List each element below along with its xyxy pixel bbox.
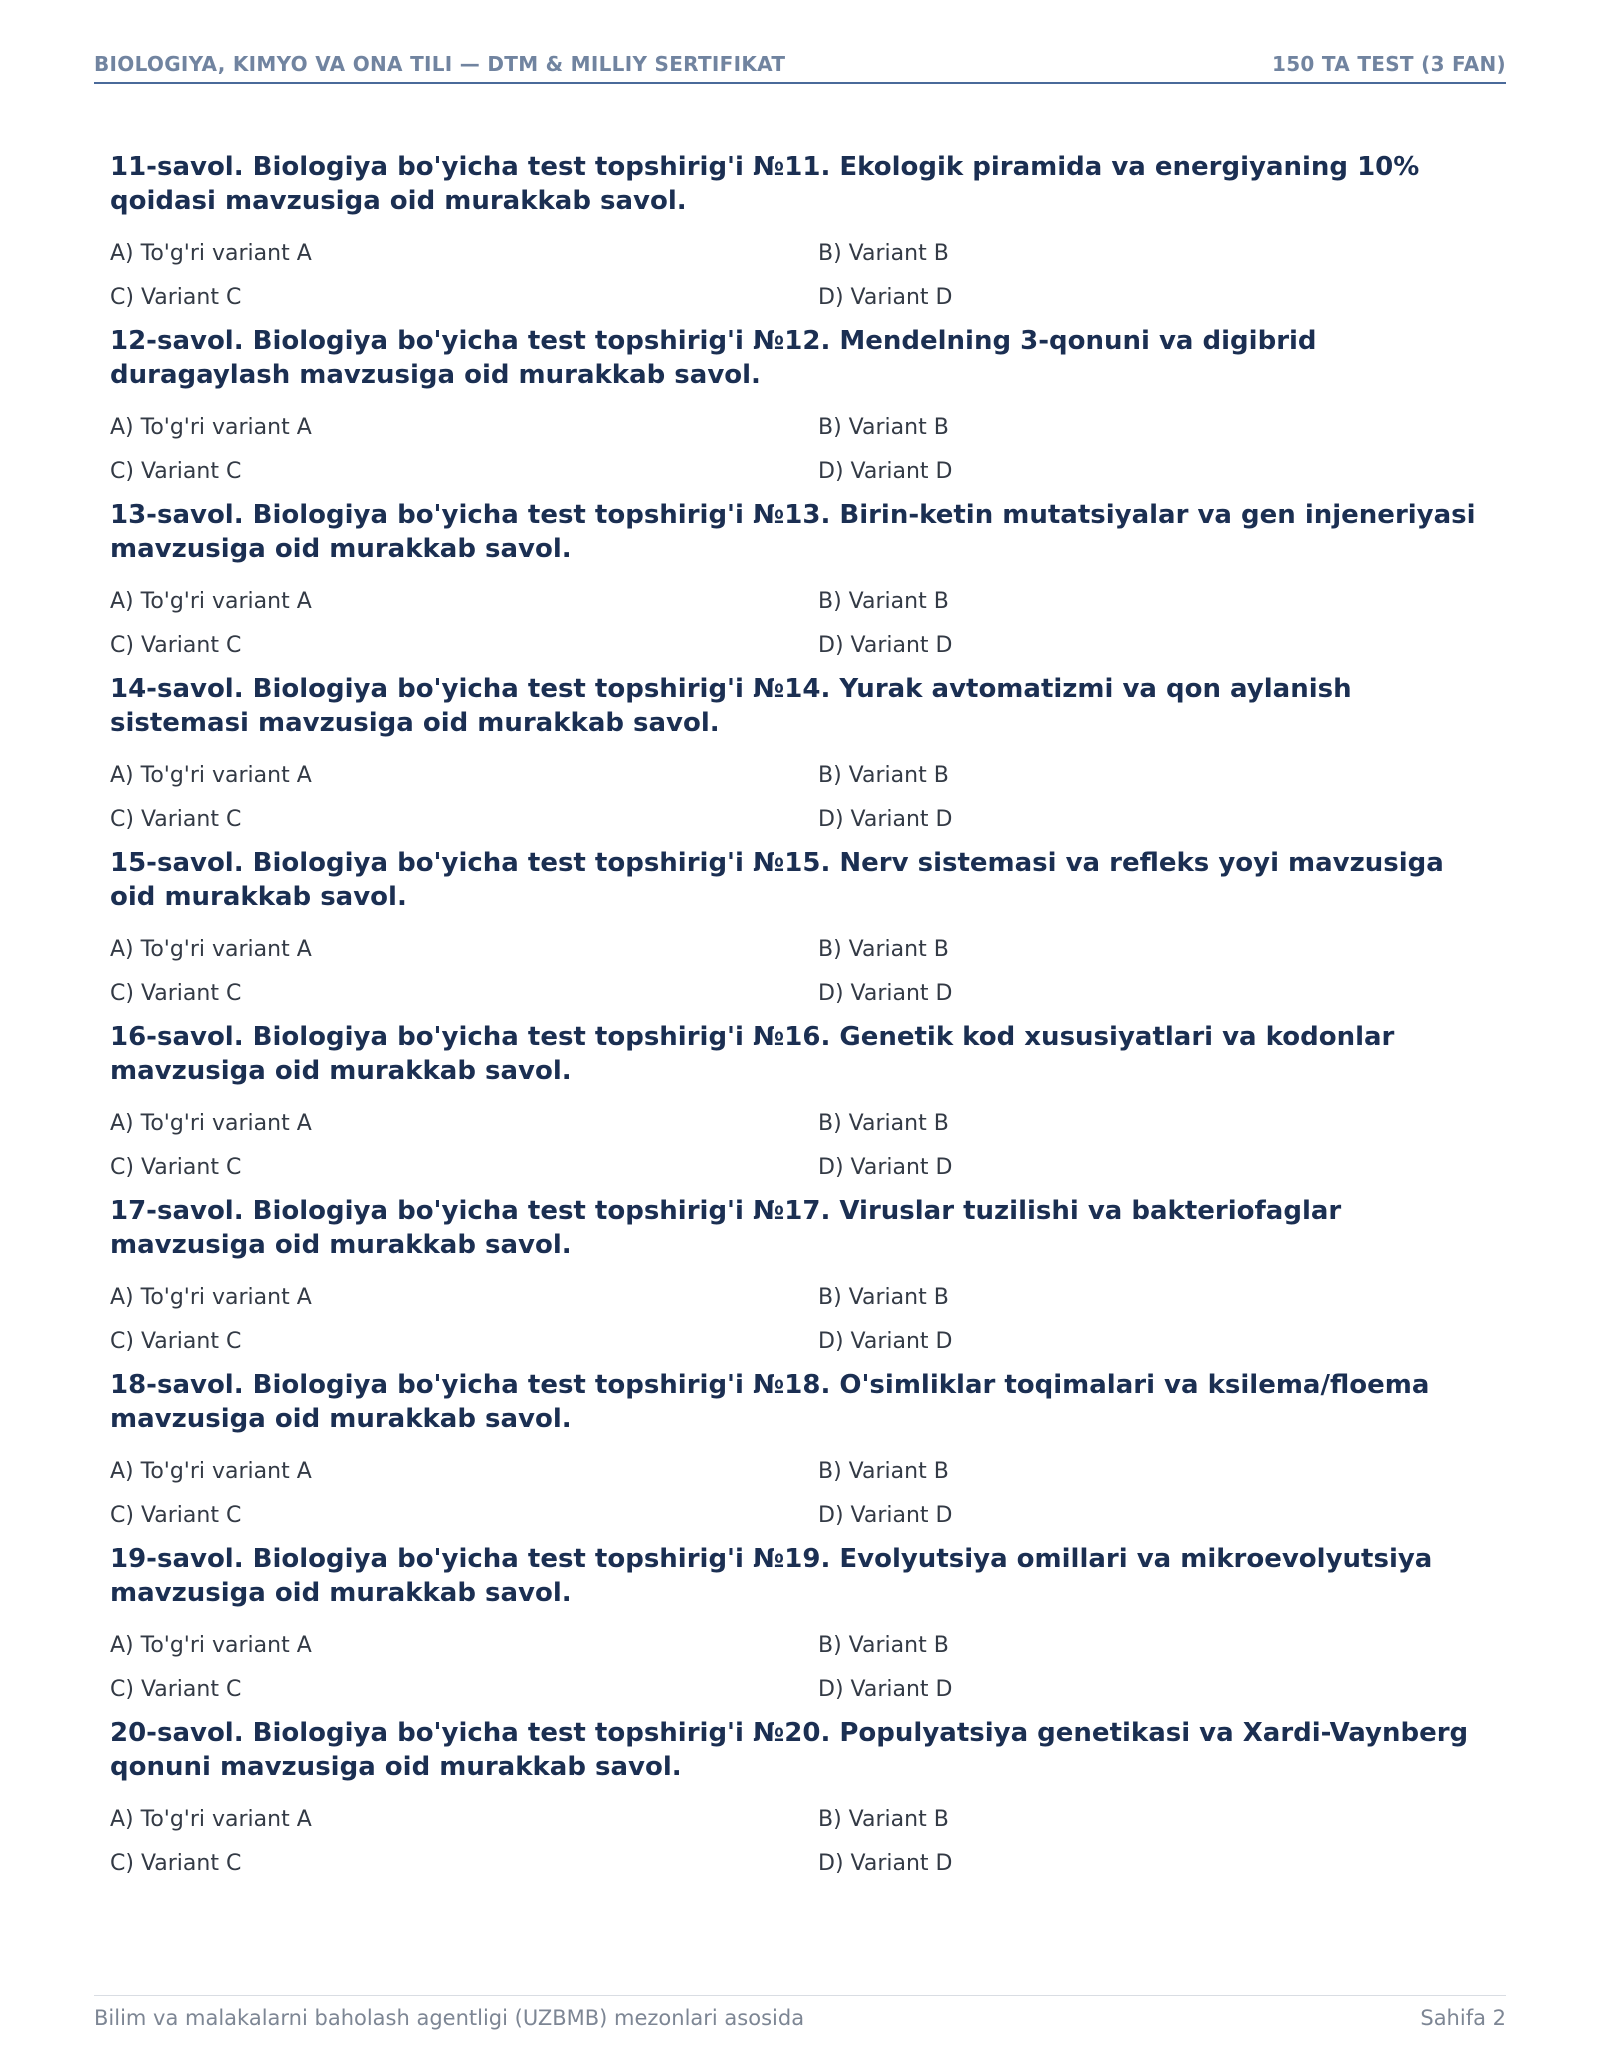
option-a: A) To'g'ri variant A (110, 1111, 312, 1136)
option-d: D) Variant D (818, 1503, 953, 1528)
answer-options (110, 406, 1490, 494)
question-list (110, 150, 1490, 1886)
option-a: A) To'g'ri variant A (110, 415, 312, 440)
option-b: B) Variant B (818, 763, 949, 788)
question-item (110, 1542, 1490, 1712)
question-text: 13-savol. Biologiya bo'yicha test topshirig'i №13. Birin-ketin mutatsiyalar va gen injeneriyasi mavzusiga oid murakkab savol. (110, 500, 1476, 564)
question-text: 19-savol. Biologiya bo'yicha test topshirig'i №19. Evolyutsiya omillari va mikroevolyutsiya mavzusiga oid murakkab savol. (110, 1544, 1433, 1608)
question-text: 20-savol. Biologiya bo'yicha test topshirig'i №20. Populyatsiya genetikasi va Xardi-Vaynberg qonuni mavzusiga oid murakkab savol. (110, 1718, 1469, 1782)
question-item (110, 150, 1490, 320)
header-title: BIOLOGIYA, KIMYO VA ONA TILI — DTM & MILLIY SERTIFIKAT (94, 52, 786, 76)
footer-source: Bilim va malakalarni baholash agentligi (UZBMB) mezonlari asosida (94, 2006, 805, 2030)
answer-options (110, 1624, 1490, 1712)
option-c: C) Variant C (110, 285, 242, 310)
option-d: D) Variant D (818, 285, 953, 310)
question-text: 16-savol. Biologiya bo'yicha test topshirig'i №16. Genetik kod xususiyatlari va kodonlar mavzusiga oid murakkab savol. (110, 1022, 1395, 1086)
option-b: B) Variant B (818, 415, 949, 440)
answer-options (110, 928, 1490, 1016)
page-header (94, 52, 1506, 84)
question-text: 18-savol. Biologiya bo'yicha test topshirig'i №18. O'simliklar toqimalari va ksilema/floema mavzusiga oid murakkab savol. (110, 1370, 1430, 1434)
answer-options (110, 1450, 1490, 1538)
option-a: A) To'g'ri variant A (110, 937, 312, 962)
option-c: C) Variant C (110, 1329, 242, 1354)
option-d: D) Variant D (818, 807, 953, 832)
question-item (110, 324, 1490, 494)
option-d: D) Variant D (818, 981, 953, 1006)
option-b: B) Variant B (818, 1807, 949, 1832)
page-footer (94, 1995, 1506, 2030)
answer-options (110, 1798, 1490, 1886)
option-d: D) Variant D (818, 1329, 953, 1354)
option-d: D) Variant D (818, 633, 953, 658)
option-d: D) Variant D (818, 1677, 953, 1702)
option-d: D) Variant D (818, 1851, 953, 1876)
page-number: Sahifa 2 (1420, 2006, 1506, 2030)
option-b: B) Variant B (818, 937, 949, 962)
answer-options (110, 580, 1490, 668)
header-test-count: 150 TA TEST (3 FAN) (1271, 52, 1506, 76)
option-c: C) Variant C (110, 981, 242, 1006)
option-a: A) To'g'ri variant A (110, 241, 312, 266)
option-b: B) Variant B (818, 1285, 949, 1310)
answer-options (110, 232, 1490, 320)
option-a: A) To'g'ri variant A (110, 1459, 312, 1484)
question-item (110, 1368, 1490, 1538)
question-text: 14-savol. Biologiya bo'yicha test topshirig'i №14. Yurak avtomatizmi va qon aylanish sistemasi mavzusiga oid murakkab savol. (110, 674, 1352, 738)
option-b: B) Variant B (818, 1111, 949, 1136)
question-text: 12-savol. Biologiya bo'yicha test topshirig'i №12. Mendelning 3-qonuni va digibrid duragaylash mavzusiga oid murakkab savol. (110, 326, 1317, 390)
question-text: 15-savol. Biologiya bo'yicha test topshirig'i №15. Nerv sistemasi va refleks yoyi mavzusiga oid murakkab savol. (110, 848, 1444, 912)
option-a: A) To'g'ri variant A (110, 1807, 312, 1832)
answer-options (110, 1102, 1490, 1190)
question-text: 17-savol. Biologiya bo'yicha test topshirig'i №17. Viruslar tuzilishi va bakteriofaglar mavzusiga oid murakkab savol. (110, 1196, 1342, 1260)
option-c: C) Variant C (110, 1155, 242, 1180)
option-c: C) Variant C (110, 807, 242, 832)
option-c: C) Variant C (110, 459, 242, 484)
option-c: C) Variant C (110, 1851, 242, 1876)
option-a: A) To'g'ri variant A (110, 763, 312, 788)
option-c: C) Variant C (110, 633, 242, 658)
option-b: B) Variant B (818, 589, 949, 614)
option-d: D) Variant D (818, 459, 953, 484)
answer-options (110, 754, 1490, 842)
question-text: 11-savol. Biologiya bo'yicha test topshirig'i №11. Ekologik piramida va energiyaning 10% qoidasi mavzusiga oid murakkab savol. (110, 152, 1420, 216)
option-b: B) Variant B (818, 1459, 949, 1484)
option-a: A) To'g'ri variant A (110, 589, 312, 614)
answer-options (110, 1276, 1490, 1364)
option-c: C) Variant C (110, 1503, 242, 1528)
option-a: A) To'g'ri variant A (110, 1633, 312, 1658)
option-c: C) Variant C (110, 1677, 242, 1702)
question-item (110, 846, 1490, 1016)
option-d: D) Variant D (818, 1155, 953, 1180)
question-item (110, 1716, 1490, 1886)
option-a: A) To'g'ri variant A (110, 1285, 312, 1310)
question-item (110, 1020, 1490, 1190)
question-item (110, 672, 1490, 842)
question-item (110, 1194, 1490, 1364)
question-item (110, 498, 1490, 668)
option-b: B) Variant B (818, 241, 949, 266)
option-b: B) Variant B (818, 1633, 949, 1658)
